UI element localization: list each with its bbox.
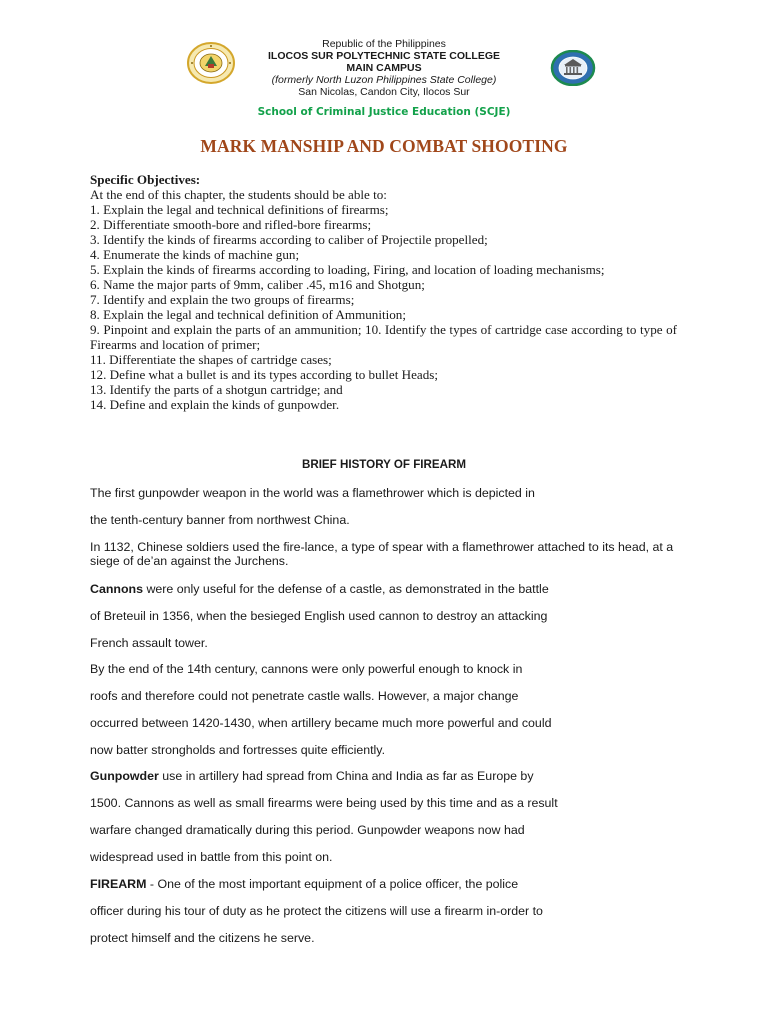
- paragraph-line: occurred between 1420-1430, when artillery became much more powerful and could: [90, 716, 552, 730]
- paragraph-line: [90, 769, 690, 783]
- objective-item: 12. Define what a bullet is and its types according to bullet Heads;: [90, 367, 438, 382]
- objective-item: 8. Explain the legal and technical definition of Ammunition;: [90, 307, 406, 322]
- paragraph-line: The first gunpowder weapon in the world was a flamethrower which is depicted in: [90, 486, 535, 500]
- objective-item: 13. Identify the parts of a shotgun cartridge; and: [90, 382, 343, 397]
- bold-term: Gunpowder: [90, 769, 159, 783]
- address-line: San Nicolas, Candon City, Ilocos Sur: [298, 86, 470, 98]
- paragraph-text: were only useful for the defense of a castle, as demonstrated in the battle: [143, 582, 549, 596]
- bold-term: FIREARM: [90, 877, 147, 891]
- campus-name: MAIN CAMPUS: [346, 62, 422, 74]
- paragraph-line: roofs and therefore could not penetrate castle walls. However, a major change: [90, 689, 519, 703]
- objective-item: 2. Differentiate smooth-bore and rifled-bore firearms;: [90, 217, 372, 232]
- objective-item: 5. Explain the kinds of firearms according to loading, Firing, and location of loading mechanisms;: [90, 262, 605, 277]
- objective-item: 11. Differentiate the shapes of cartridge cases;: [90, 352, 332, 367]
- objective-item: 3. Identify the kinds of firearms according to caliber of Projectile propelled;: [90, 232, 488, 247]
- paragraph-line: protect himself and the citizens he serve.: [90, 931, 315, 945]
- page-title: MARK MANSHIP AND COMBAT SHOOTING: [200, 136, 568, 156]
- school-name: School of Criminal Justice Education (SCJE): [257, 106, 511, 118]
- paragraph-line: French assault tower.: [90, 636, 208, 650]
- section-heading: BRIEF HISTORY OF FIREARM: [301, 458, 467, 471]
- paragraph-line: of Breteuil in 1356, when the besieged English used cannon to destroy an attacking: [90, 609, 548, 623]
- paragraph-text: use in artillery had spread from China and India as far as Europe by: [158, 769, 534, 783]
- objectives-heading: Specific Objectives:: [90, 172, 201, 187]
- paragraph-line: [90, 582, 690, 596]
- paragraph-line: widespread used in battle from this point on.: [90, 850, 333, 864]
- objectives-intro: At the end of this chapter, the students should be able to:: [90, 187, 387, 202]
- letterhead: [0, 38, 768, 98]
- college-name: ILOCOS SUR POLYTECHNIC STATE COLLEGE: [268, 50, 500, 62]
- formerly-line: (formerly North Luzon Philippines State College): [271, 74, 497, 86]
- objective-item: 4. Enumerate the kinds of machine gun;: [90, 247, 300, 262]
- objective-item: 14. Define and explain the kinds of gunpowder.: [90, 397, 340, 412]
- objective-item: 9. Pinpoint and explain the parts of an ammunition; 10. Identify the types of cartridge case according to type of Firearms and location of primer;: [90, 322, 677, 352]
- paragraph: In 1132, Chinese soldiers used the fire-lance, a type of spear with a flamethrower attached to its head, at a siege of de’an against the Jurchens.: [90, 540, 674, 568]
- bold-term: Cannons: [90, 582, 144, 596]
- paragraph-text: - One of the most important equipment of a police officer, the police: [146, 877, 519, 891]
- paragraph-line: now batter strongholds and fortresses quite efficiently.: [90, 743, 386, 757]
- objectives-section: [90, 172, 677, 412]
- objective-item: 7. Identify and explain the two groups of firearms;: [90, 292, 355, 307]
- paragraph-line: warfare changed dramatically during this period. Gunpowder weapons now had: [90, 823, 525, 837]
- paragraph-line: By the end of the 14th century, cannons were only powerful enough to knock in: [90, 662, 523, 676]
- paragraph-line: 1500. Cannons as well as small firearms were being used by this time and as a result: [90, 796, 558, 810]
- republic-line: Republic of the Philippines: [322, 38, 446, 50]
- objective-item: 6. Name the major parts of 9mm, caliber .45, m16 and Shotgun;: [90, 277, 425, 292]
- paragraph-line: the tenth-century banner from northwest China.: [90, 513, 350, 527]
- paragraph-line: [90, 877, 690, 891]
- paragraph-line: officer during his tour of duty as he protect the citizens will use a firearm in-order to: [90, 904, 543, 918]
- objective-item: 1. Explain the legal and technical definitions of firearms;: [90, 202, 389, 217]
